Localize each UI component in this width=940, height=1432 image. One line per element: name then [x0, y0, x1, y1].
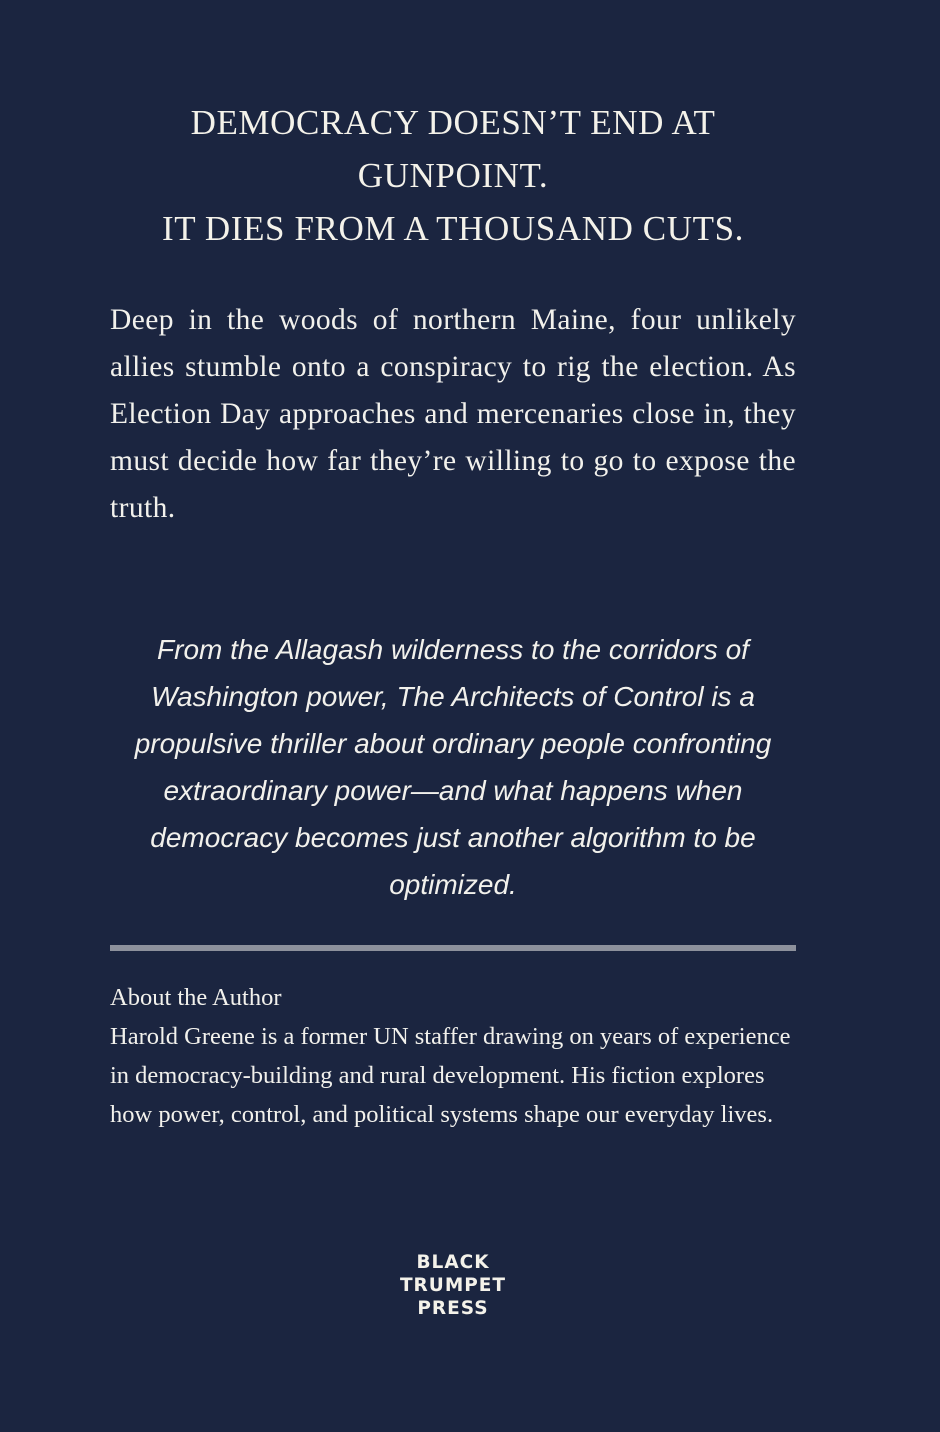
publisher-logo [353, 1251, 553, 1320]
about-author-heading: About the Author [110, 984, 282, 1011]
publisher-logo-line-2: TRUMPET [399, 1275, 507, 1296]
publisher-logo-line-1: BLACK [416, 1252, 490, 1273]
headline [110, 96, 796, 255]
tagline-paragraph: From the Allagash wilderness to the corridors of Washington power, The Architects of Control is a propulsive thriller about ordinary people confronting extraordinary power—and what happens when democracy becomes just another algorithm to be optimized. [134, 634, 772, 900]
headline-line-1: DEMOCRACY DOESN’T END AT [190, 103, 716, 142]
publisher-logo-line-3: PRESS [417, 1298, 489, 1319]
author-bio: Harold Greene is a former UN staffer drawing on years of experience in democracy-building and rural development. His fiction explores how power, control, and political systems shape our everyday lives. [110, 1023, 791, 1128]
section-divider [110, 945, 796, 951]
headline-line-2: GUNPOINT. [357, 156, 549, 195]
about-author-section [110, 978, 810, 1134]
headline-line-3: IT DIES FROM A THOUSAND CUTS. [161, 209, 745, 248]
synopsis-paragraph: Deep in the woods of northern Maine, four unlikely allies stumble onto a conspiracy to rig the election. As Election Day approaches and mercenaries close in, they must decide how far they’re willing to go to expose the truth. [110, 304, 796, 524]
